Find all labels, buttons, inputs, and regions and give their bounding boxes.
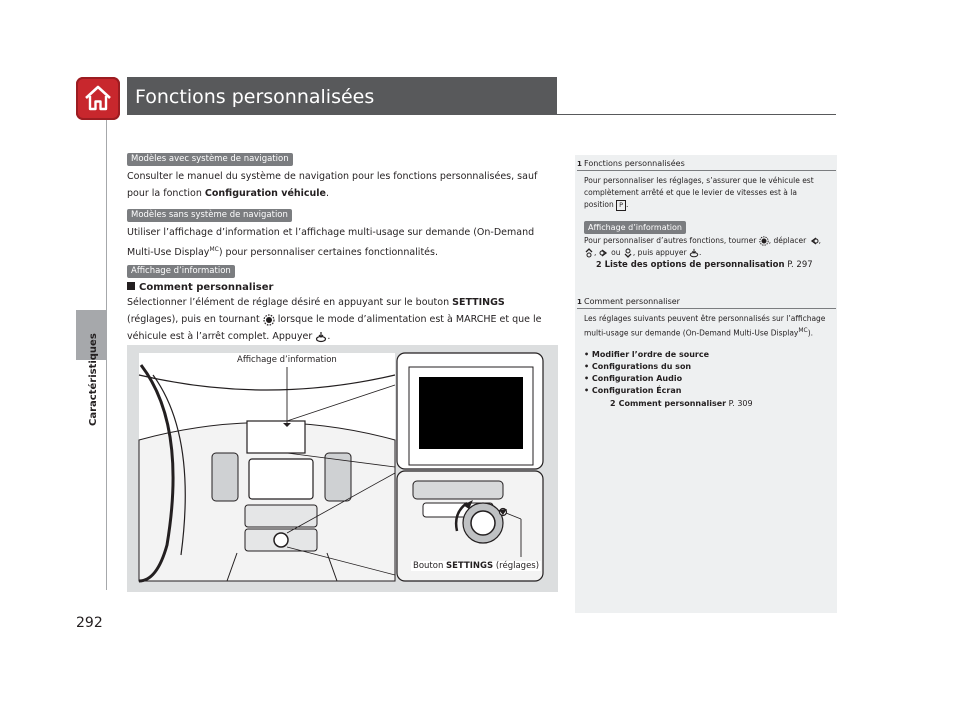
- selector-knob-icon: [759, 236, 769, 246]
- note2-bullet-3: • Configuration Audio: [584, 374, 683, 383]
- tag-with-navigation: Modèles avec système de navigation: [127, 153, 293, 166]
- square-bullet-icon: [127, 282, 135, 290]
- note2-bullet-1: • Modifier l’ordre de source: [584, 350, 710, 359]
- section-label: Caractéristiques: [88, 333, 99, 426]
- note2-reference-link[interactable]: 2 Comment personnaliser P. 309: [610, 399, 753, 408]
- home-button[interactable]: [76, 77, 120, 120]
- move-up-icon: [584, 248, 594, 258]
- note2-heading: 1 Comment personnaliser: [577, 297, 680, 306]
- how-to-heading: Comment personnaliser: [127, 282, 273, 293]
- move-down-icon: [623, 248, 633, 258]
- dashboard-illustration: [127, 345, 558, 592]
- paragraph-how-to: Sélectionner l’élément de réglage désiré en appuyant sur le bouton SETTINGS (réglages), puis en tournant lorsque le mode d’alimentation est à MARCHE et que le véhicule est à l’arrêt complet. Appuyer .: [127, 297, 542, 342]
- reference-arrow-icon: 2: [596, 260, 602, 269]
- note2-text: Les réglages suivants peuvent être personnalisés sur l’affichage multi-usage sur demande (On-Demand Multi-Use Display$^{MC}$).: [584, 314, 826, 338]
- note1-reference-link[interactable]: 2 Liste des options de personnalisation P. 297: [596, 260, 813, 270]
- note1-heading: 1 Fonctions personnalisées: [577, 159, 685, 168]
- note2-bullet-2: • Configurations du son: [584, 362, 692, 371]
- press-knob-icon: [315, 331, 327, 343]
- tag-info-display: Affichage d’information: [127, 265, 235, 278]
- label-info-display: Affichage d’information: [237, 355, 337, 365]
- gear-p-badge: P: [616, 200, 626, 211]
- press-knob-icon: [689, 248, 699, 258]
- reference-arrow-icon: 2: [610, 399, 616, 408]
- note1-rule: [577, 170, 836, 171]
- page-title: Fonctions personnalisées: [135, 86, 375, 108]
- tag-without-navigation: Modèles sans système de navigation: [127, 209, 292, 222]
- note1-text: Pour personnaliser les réglages, s’assurer que le véhicule est complètement arrêté et que le levier de vitesses est à la position P .: [584, 176, 814, 209]
- move-right-icon: [599, 248, 609, 258]
- note2-rule: [577, 308, 836, 309]
- page-title-bar: [127, 77, 557, 115]
- selector-knob-icon: [263, 314, 275, 326]
- note1-tag-info-display: Affichage d’information: [584, 221, 686, 234]
- note1-text-2: Pour personnaliser d’autres fonctions, tourner , déplacer , , ou , puis appuyer .: [584, 236, 821, 257]
- note2-bullet-4: • Configuration Écran: [584, 386, 682, 395]
- paragraph-without-navigation: Utiliser l’affichage d’information et l’affichage multi-usage sur demande (On-Demand Multi-Use Display$^{MC}$) pour personnaliser certaines fonctionnalités.: [127, 227, 535, 259]
- move-left-icon: [809, 236, 819, 246]
- label-settings-button: Bouton SETTINGS (réglages): [413, 561, 540, 571]
- title-rule: [557, 114, 836, 115]
- home-icon: [83, 83, 113, 113]
- page-number: 292: [76, 615, 103, 631]
- paragraph-navigation: Consulter le manuel du système de navigation pour les fonctions personnalisées, sauf pour la fonction Configuration véhicule.: [127, 171, 538, 199]
